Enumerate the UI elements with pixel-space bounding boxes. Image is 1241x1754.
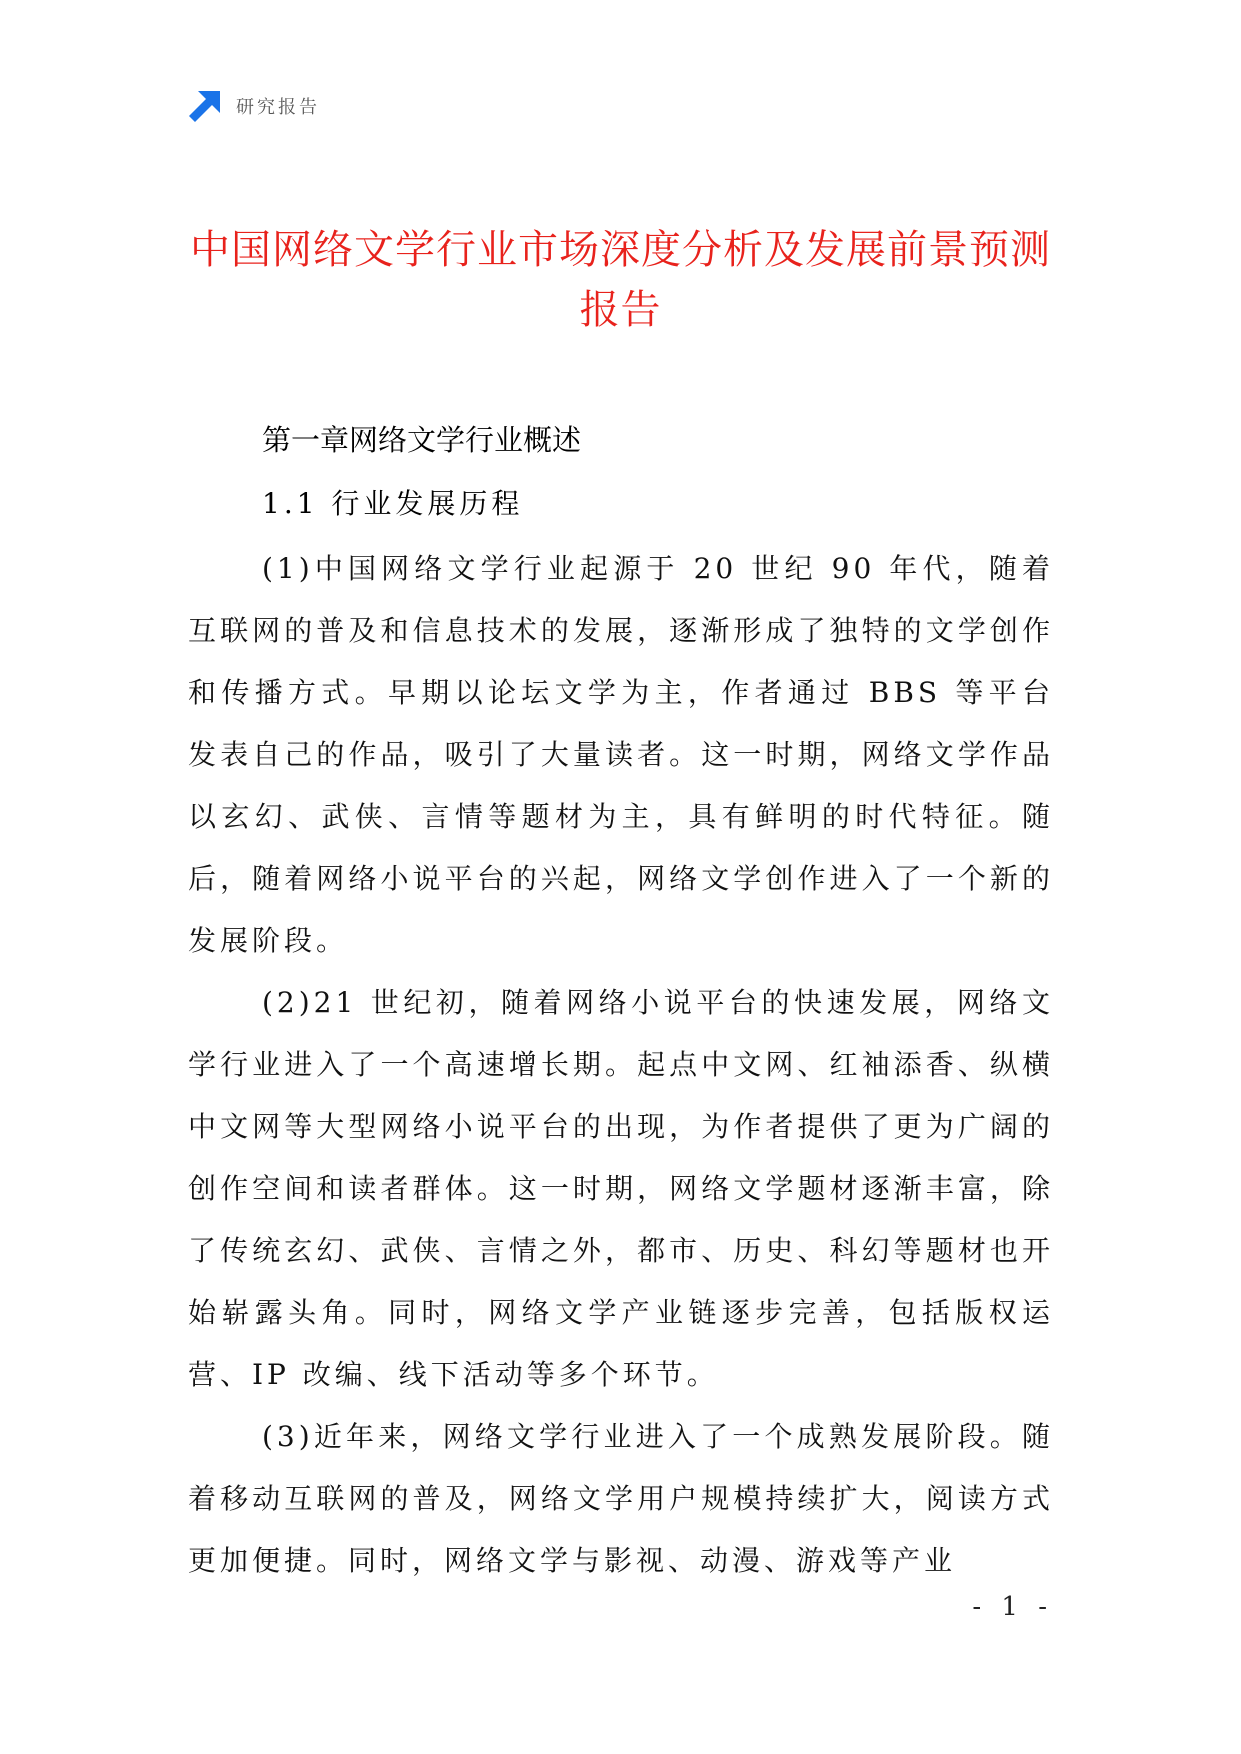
paragraph: (1)中国网络文学行业起源于 20 世纪 90 年代，随着互联网的普及和信息技术的发展，逐渐形成了独特的文学创作和传播方式。早期以论坛文学为主，作者通过 BBS 等平台发表自己的作品，吸引了大量读者。这一时期，网络文学作品以玄幻、武侠、言情等题材为主，具有鲜明的时代特征。随后，随着网络小说平台的兴起，网络文学创作进入了一个新的发展阶段。 xyxy=(188,552,1054,957)
arrow-up-right-icon xyxy=(188,89,222,123)
page-number: - 1 - xyxy=(972,1592,1053,1622)
section-heading: 1.1 行业发展历程 xyxy=(262,487,524,520)
chapter-heading: 第一章网络文学行业概述 xyxy=(262,423,582,457)
paragraph: (3)近年来，网络文学行业进入了一个成熟发展阶段。随着移动互联网的普及，网络文学用户规模持续扩大，阅读方式更加便捷。同时，网络文学与影视、动漫、游戏等产业 xyxy=(188,1420,1054,1577)
body-text xyxy=(188,538,1054,1592)
paragraph: (2)21 世纪初，随着网络小说平台的快速发展，网络文学行业进入了一个高速增长期。起点中文网、红袖添香、纵横中文网等大型网络小说平台的出现，为作者提供了更为广阔的创作空间和读者群体。这一时期，网络文学题材逐渐丰富，除了传统玄幻、武侠、言情之外，都市、历史、科幻等题材也开始崭露头角。同时，网络文学产业链逐步完善，包括版权运营、IP 改编、线下活动等多个环节。 xyxy=(188,986,1054,1391)
header-label: 研究报告 xyxy=(236,97,320,118)
document-title: 中国网络文学行业市场深度分析及发展前景预测报告 xyxy=(190,227,1051,333)
report-header xyxy=(188,86,320,126)
